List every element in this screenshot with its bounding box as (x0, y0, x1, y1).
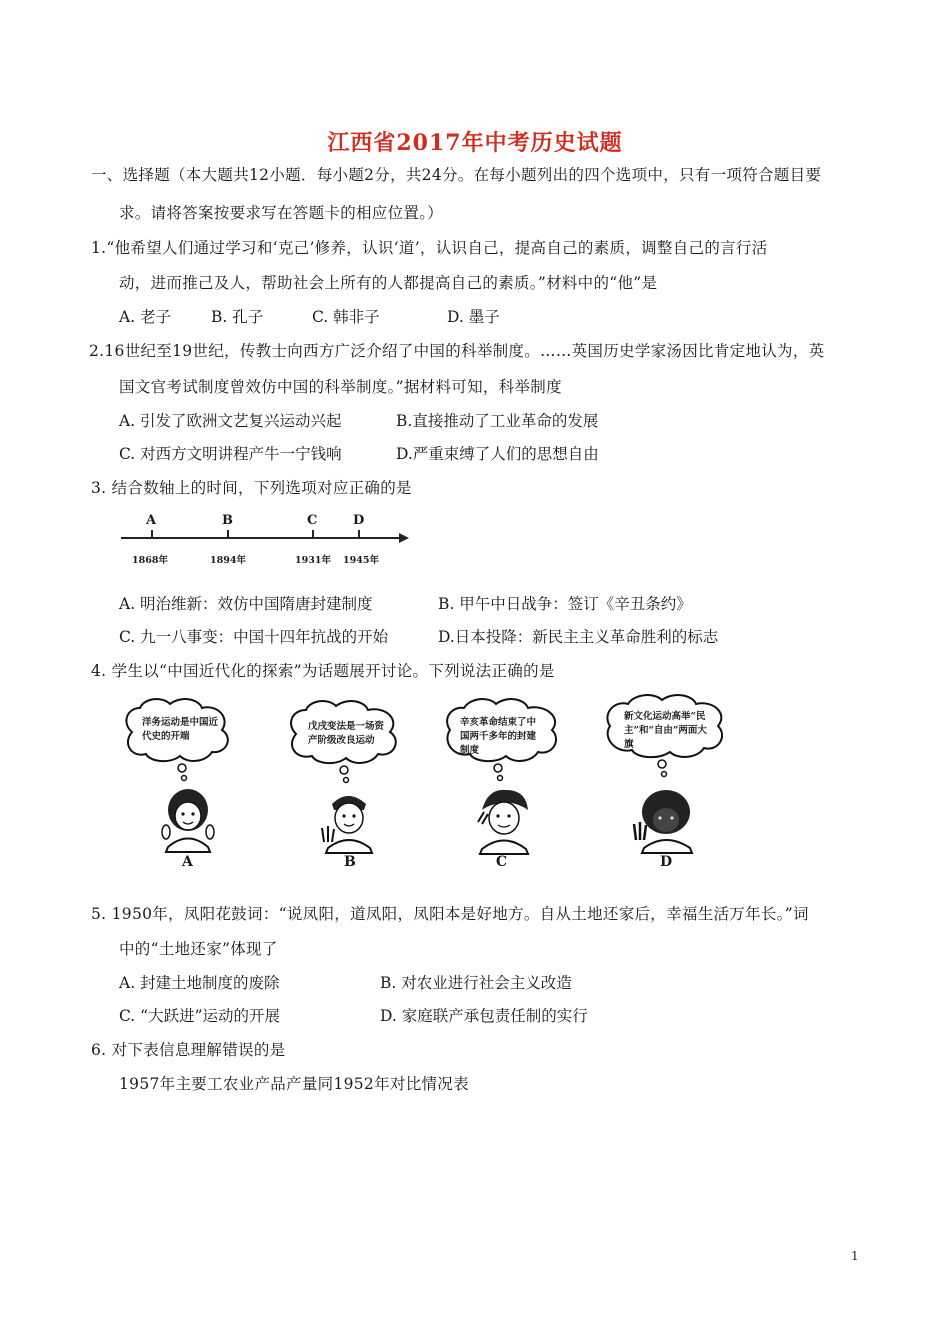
page-title: 江西省2017年中考历史试题 (327, 130, 623, 156)
cartoon-a-bubble-text: 洋务运动是中国近代史的开端 (142, 717, 219, 742)
q1-stem-line2: 动，进而推己及人，帮助社会上所有的人都提高自己的素质。”材料中的“他”是 (119, 274, 658, 292)
q5-option-c: C. “大跃进”运动的开展 (119, 1007, 281, 1025)
cartoon-b-bubble-text: 戊戌变法是一场资产阶级改良运动 (308, 721, 385, 746)
q2-option-d: D.严重束缚了人们的思想自由 (396, 445, 599, 463)
cartoon-a (118, 692, 243, 877)
cartoon-d-letter: D (660, 854, 673, 870)
cartoon-d (600, 692, 735, 877)
q3-option-c: C. 九一八事变：中国十四年抗战的开始 (119, 628, 389, 646)
cartoon-b (282, 692, 412, 877)
q1-option-b: B. 孔子 (211, 308, 264, 326)
timeline-year-1868: 1868年 (132, 555, 168, 566)
q5-stem-line1: 5. 1950年，凤阳花鼓词：“说凤阳，道凤阳，凤阳本是好地方。自从土地还家后，幸福生活万年长。”词 (91, 905, 809, 923)
q1-option-c: C. 韩非子 (312, 308, 380, 326)
section-instructions-line2: 求。请将答案按要求写在答题卡的相应位置。） (119, 204, 444, 222)
timeline-label-c: C (307, 513, 318, 528)
timeline-label-d: D (353, 513, 365, 528)
cartoon-a-letter: A (182, 854, 193, 870)
q2-option-b: B.直接推动了工业革命的发展 (396, 412, 599, 430)
page-number: 1 (851, 1249, 859, 1263)
q2-option-a: A. 引发了欧洲文艺复兴运动兴起 (119, 412, 342, 430)
q1-option-a: A. 老子 (119, 308, 172, 326)
timeline-year-1894: 1894年 (210, 555, 246, 566)
q5-option-d: D. 家庭联产承包责任制的实行 (380, 1007, 588, 1025)
q2-option-c: C. 对西方文明讲程产牛一宁钱响 (119, 445, 342, 463)
q6-stem: 6. 对下表信息理解错误的是 (91, 1041, 286, 1059)
cartoon-d-bubble-text: 新文化运动高举“民主”和“自由”两面大旗 (624, 711, 707, 750)
cartoon-b-letter: B (344, 854, 356, 870)
q3-option-a: A. 明治维新：效仿中国隋唐封建制度 (119, 595, 373, 613)
timeline-label-b: B (222, 513, 233, 528)
q1-stem-line1: 1.“他希望人们通过学习和‘克己’修养，认识‘道’，认识自己，提高自己的素质，调整自己的言行活 (91, 239, 768, 257)
q5-stem-line2: 中的“土地还家”体现了 (119, 940, 278, 958)
timeline-label-a: A (146, 513, 157, 528)
q4-stem: 4. 学生以“中国近代化的探索”为话题展开讨论。下列说法正确的是 (91, 662, 555, 680)
q5-option-a: A. 封建土地制度的废除 (119, 974, 280, 992)
q3-option-d: D.日本投降：新民主主义革命胜利的标志 (438, 628, 719, 646)
timeline-year-1931: 1931年 (295, 555, 331, 566)
cartoon-c-bubble-text: 辛亥革命结束了中国两千多年的封建制度 (460, 717, 537, 756)
q5-option-b: B. 对农业进行社会主义改造 (380, 974, 572, 992)
timeline-year-1945: 1945年 (343, 555, 379, 566)
q1-option-d: D. 墨子 (447, 308, 500, 326)
q3-option-b: B. 甲午中日战争：签订《辛丑条约》 (438, 595, 692, 613)
q6-table-caption: 1957年主要工农业产品产量同1952年对比情况表 (119, 1075, 469, 1093)
q2-stem-line2: 国文官考试制度曾效仿中国的科举制度。”据材料可知，科举制度 (119, 378, 562, 396)
q3-stem: 3. 结合数轴上的时间，下列选项对应正确的是 (91, 479, 412, 497)
section-instructions-line1: 一、选择题（本大题共12小题．每小题2分，共24分。在每小题列出的四个选项中，只有一项符合题目要 (91, 166, 822, 184)
cartoon-c (440, 692, 570, 877)
cartoon-c-letter: C (496, 854, 508, 870)
timeline-figure (115, 508, 415, 568)
q2-stem-line1: 2.16世纪至19世纪，传教士向西方广泛介绍了中国的科举制度。……英国历史学家汤因比肯定地认为，英 (89, 342, 825, 360)
